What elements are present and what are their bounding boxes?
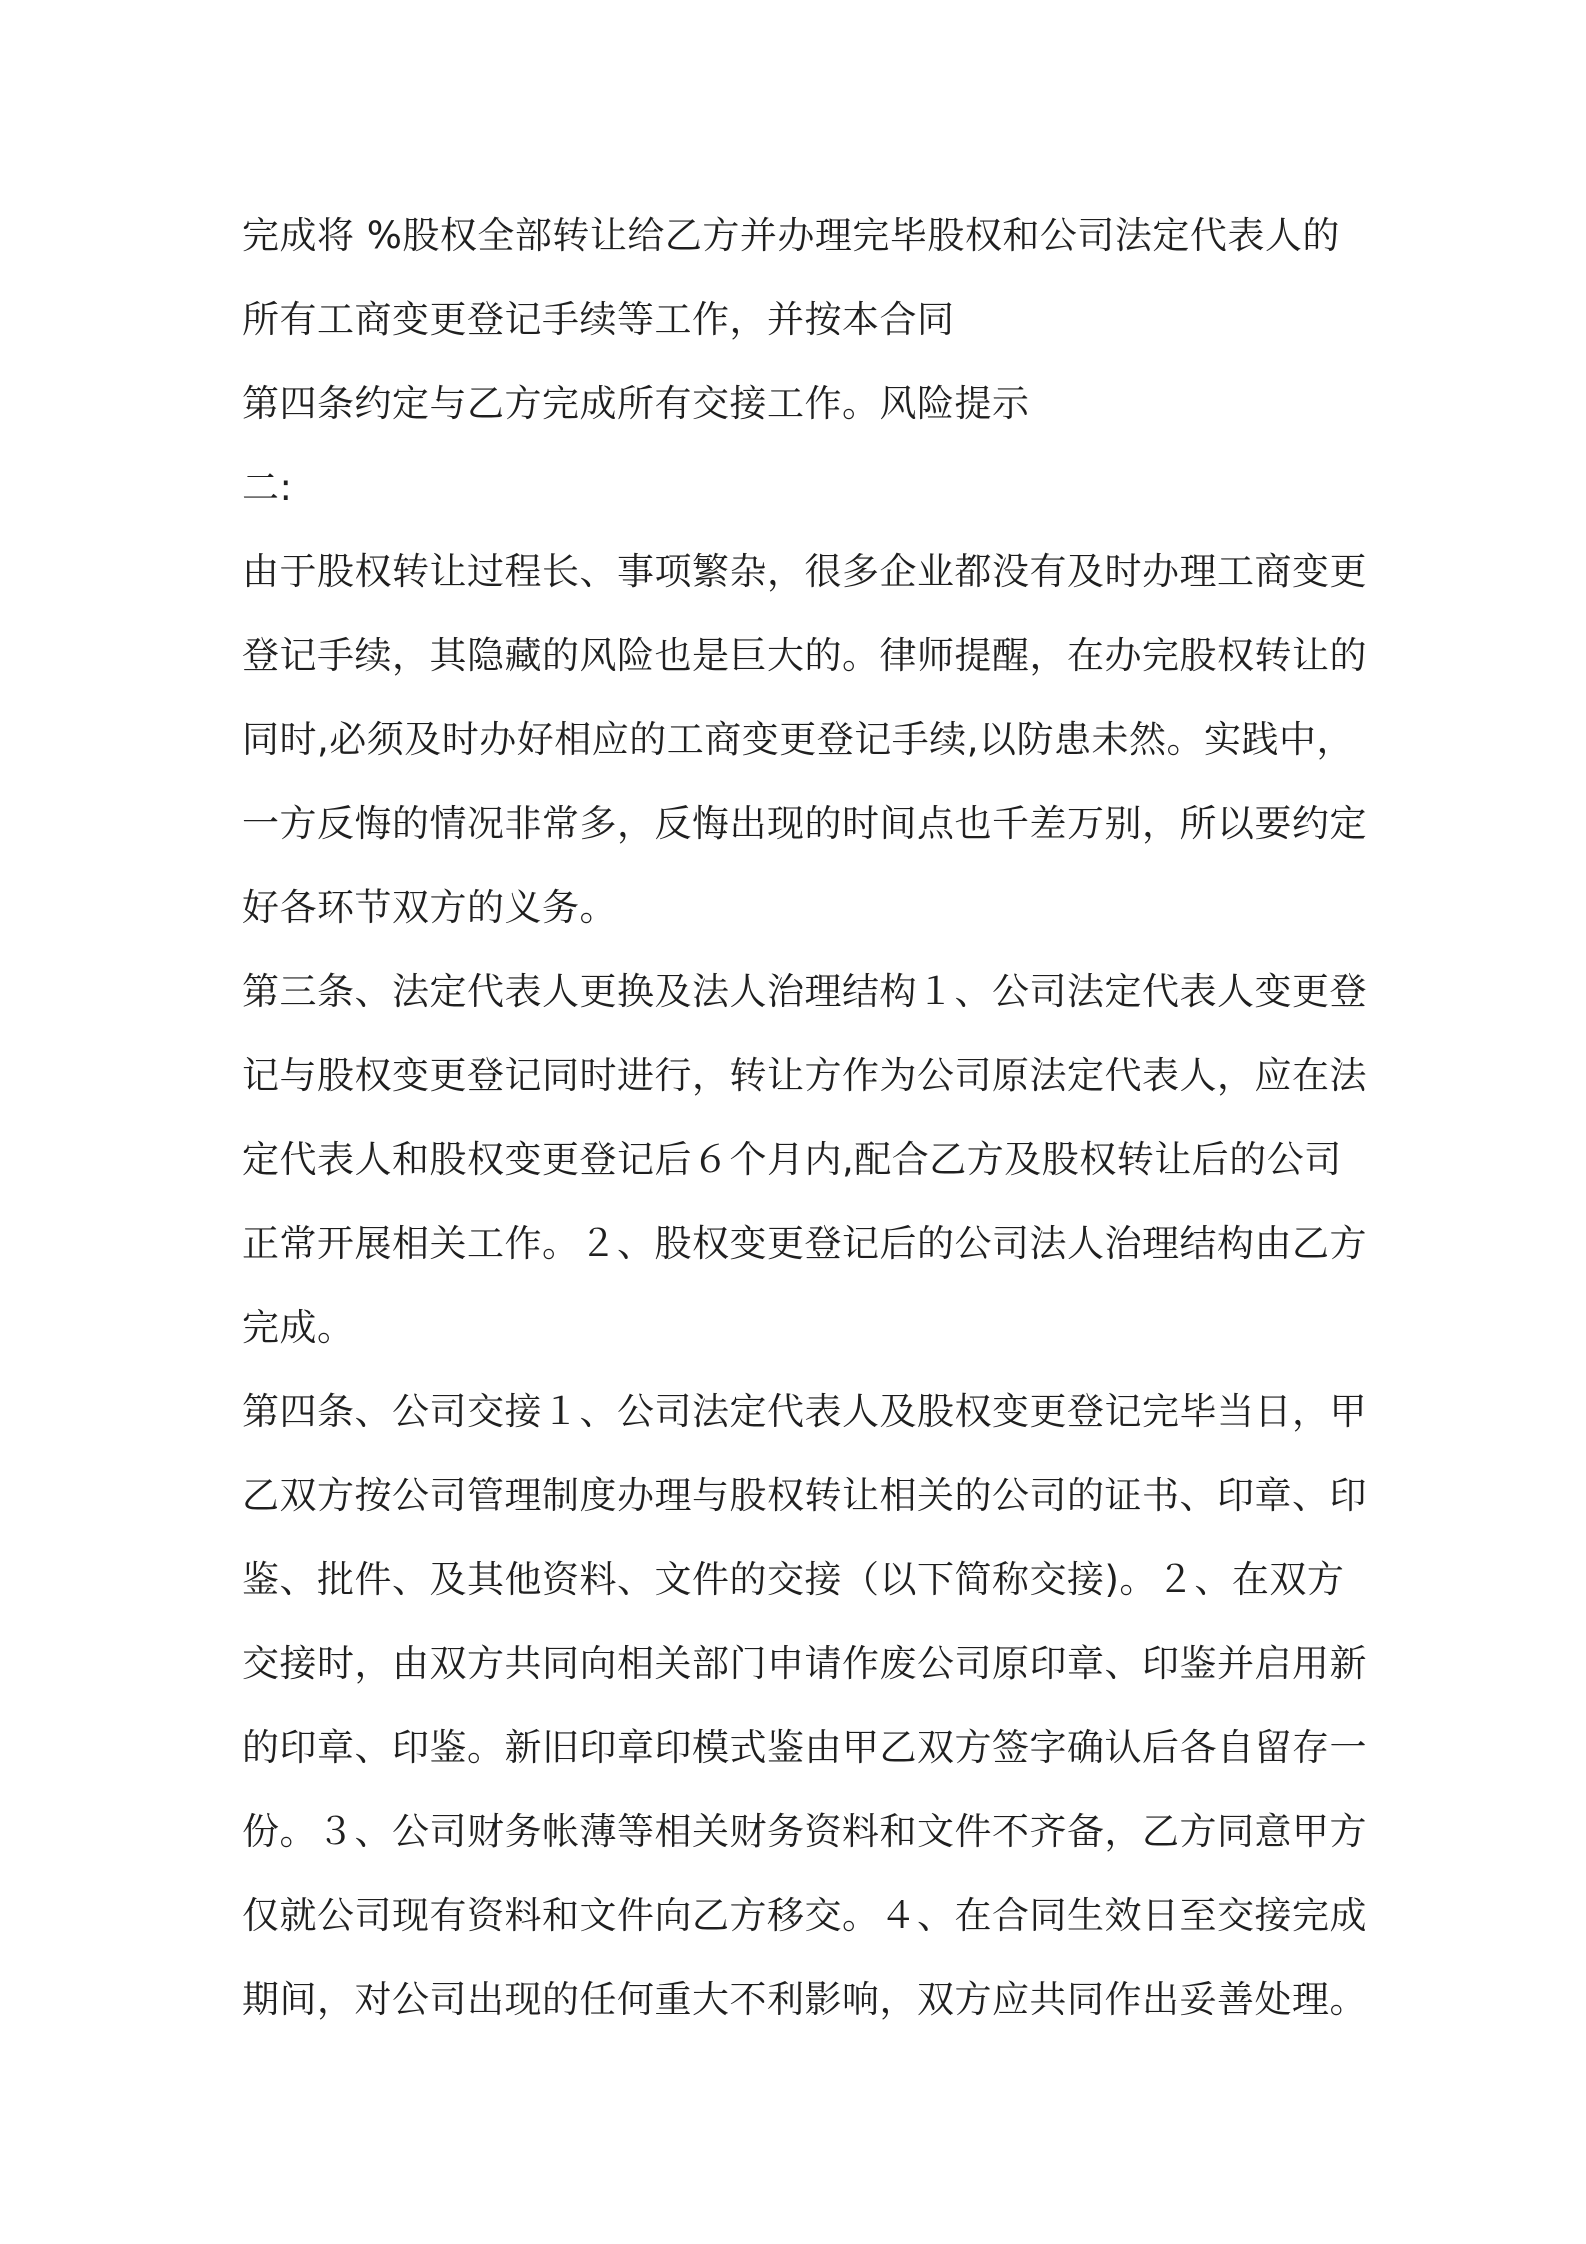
- text-line: 交接时，由双方共同向相关部门申请作废公司原印章、印鉴并启用新: [242, 1642, 1367, 1685]
- text-line: 记与股权变更登记同时进行，转让方作为公司原法定代表人，应在法: [242, 1054, 1367, 1097]
- text-line: 由于股权转让过程长、事项繁杂，很多企业都没有及时办理工商变更: [242, 550, 1367, 593]
- text-line: 所有工商变更登记手续等工作，并按本合同: [242, 298, 955, 341]
- text-line: 正常开展相关工作。２、股权变更登记后的公司法人治理结构由乙方: [242, 1222, 1367, 1265]
- text-line: 同时,必须及时办好相应的工商变更登记手续,以防患未然。实践中，: [242, 718, 1355, 761]
- text-line: 二:: [242, 466, 293, 509]
- text-line: 完成将 %股权全部转让给乙方并办理完毕股权和公司法定代表人的: [242, 214, 1340, 257]
- text-line: 鉴、批件、及其他资料、文件的交接（以下简称交接)。２、在双方: [242, 1558, 1345, 1601]
- text-line: 份。３、公司财务帐薄等相关财务资料和文件不齐备，乙方同意甲方: [242, 1810, 1367, 1853]
- text-line: 的印章、印鉴。新旧印章印模式鉴由甲乙双方签字确认后各自留存一: [242, 1726, 1367, 1769]
- text-line: 定代表人和股权变更登记后６个月内,配合乙方及股权转让后的公司: [242, 1138, 1342, 1181]
- text-line: 期间，对公司出现的任何重大不利影响，双方应共同作出妥善处理。: [242, 1978, 1367, 2021]
- text-line: 登记手续，其隐藏的风险也是巨大的。律师提醒，在办完股权转让的: [242, 634, 1367, 677]
- text-line: 第四条、公司交接１、公司法定代表人及股权变更登记完毕当日，甲: [242, 1390, 1367, 1433]
- text-line: 第三条、法定代表人更换及法人治理结构１、公司法定代表人变更登: [242, 970, 1367, 1013]
- text-line: 仅就公司现有资料和文件向乙方移交。４、在合同生效日至交接完成: [242, 1894, 1367, 1937]
- document-body: [242, 194, 1367, 2042]
- text-line: 完成。: [242, 1306, 355, 1349]
- text-line: 好各环节双方的义务。: [242, 886, 617, 929]
- text-line: 第四条约定与乙方完成所有交接工作。风险提示: [242, 382, 1030, 425]
- text-line: 一方反悔的情况非常多，反悔出现的时间点也千差万别，所以要约定: [242, 802, 1367, 845]
- text-line: 乙双方按公司管理制度办理与股权转让相关的公司的证书、印章、印: [242, 1474, 1367, 1517]
